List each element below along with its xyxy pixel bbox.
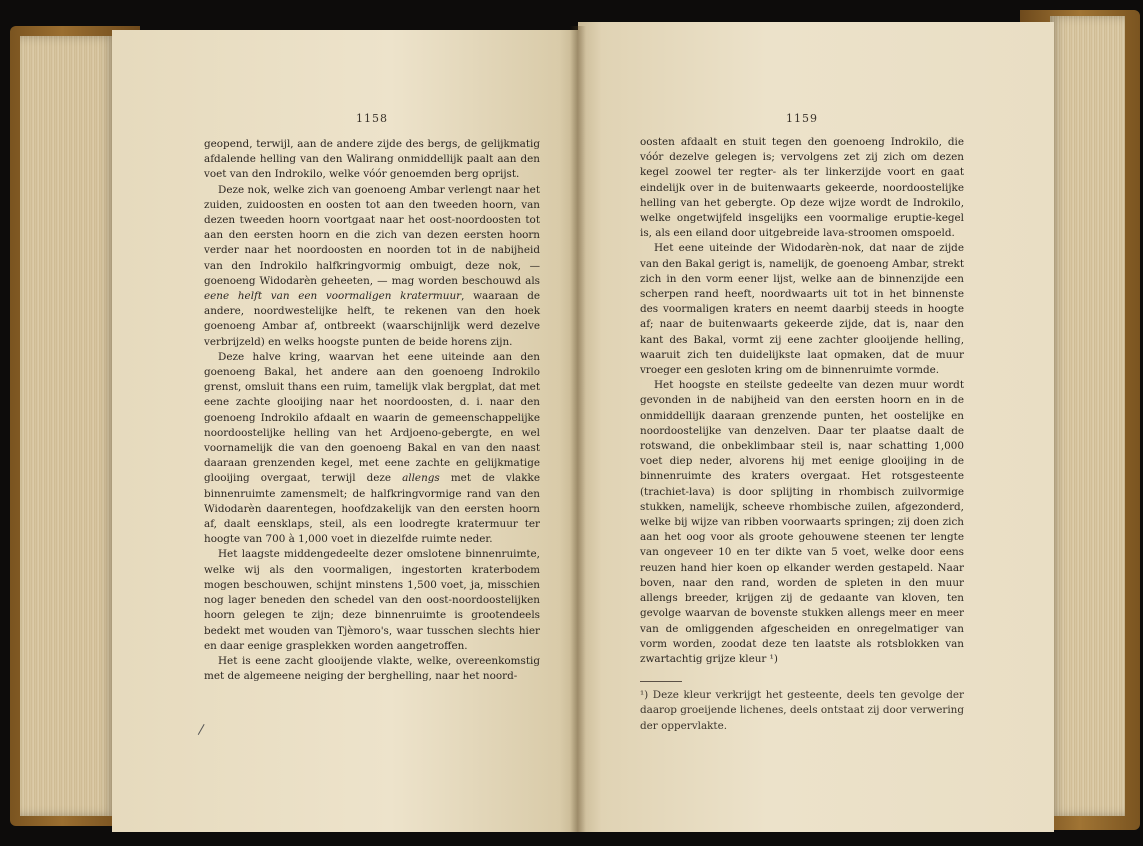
paragraph: Deze nok, welke zich van goenoeng Ambar verlengt naar het zuiden, zuidoosten en oosten tot aan den tweeden hoorn, van dezen tweeden hoorn voortgaat naar het oost-noordoosten tot aan den eersten hoorn en die zich van dezen eersten hoorn verder naar het noordoosten en noorden tot in de nabijheid van den Indrokilo halfkringvormig ombuigt, deze nok, — goenoeng Widodarèn geheeten, — mag worden beschouwd als eene helft van een voormaligen kratermuur, waaraan de andere, noordwestelijke helft, te rekenen van den hoek goenoeng Ambar af, ontbreekt (waarschijnlijk werd dezelve verbrijzeld) en welks hoogste punten de beide horens zijn. bbox=[204, 183, 541, 348]
paragraph: Het hoogste en steilste gedeelte van dezen muur wordt gevonden in de nabijheid van den eersten hoorn en in de onmiddellijk daaraan grenzende punten, het oostelijke en noordoostelijke van denzelven. Daar ter plaatse daalt de rotswand, die onbeklimbaar steil is, naar schatting 1,000 voet diep neder, alvorens hij met eenige glooijing in de binnenruimte des kraters overgaat. Het rotsgesteente (trachiet-lava) is door splijting in rhombisch zuilvormige stukken, namelijk, scheeve rhombische zuilen, afgezonderd, welke bij wijze van ribben voorwaarts springen; zij doen zich aan het oog voor als groote gehouwene steenen ter lengte van ongeveer 10 en ter dikte van 5 voet, welke door eens reuzen hand hier koen op elkander werden gestapeld. Naar boven, naar den rand, worden de spleten in den muur allengs breeder, krijgen zij de gedaante van kloven, ten gevolge waarvan de bovenste stukken allengs meer en meer van de omliggenden afgescheiden en onregelmatiger van vorm worden, zoodat deze ten laatste als rotsblokken van zwartachtig grijze kleur ¹) bbox=[640, 379, 964, 665]
right-page bbox=[578, 22, 1054, 832]
left-page bbox=[112, 30, 578, 832]
page-edges-left bbox=[20, 36, 115, 816]
paragraph: Het laagste middengedeelte dezer omslotene binnenruimte, welke wij als den voormaligen, ingestorten kraterbodem mogen beschouwen, schijnt minstens 1,500 voet, ja, misschien nog lager beneden den schedel van den oost-noordoostelijken hoorn gelegen te zijn; deze binnenruimte is grootendeels bedekt met wouden van Tjèmoro's, waar tusschen slechts hier en daar eenige grasplekken worden aangetroffen. bbox=[204, 548, 540, 652]
page-body bbox=[640, 135, 964, 734]
emphasis: eene helft van een voormaligen kratermuur bbox=[204, 290, 462, 303]
page-edges-right bbox=[1050, 16, 1125, 816]
paragraph: oosten afdaalt en stuit tegen den goenoeng Indrokilo, die vóór dezelve gelegen is; vervolgens zet zij zich om dezen kegel zoowel ter regter- als ter linkerzijde voort en gaat eindelijk over in de buitenwaarts gekeerde, noordoostelijke helling van het gebergte. Op deze wijze wordt de Indrokilo, welke ongetwijfeld insgelijks een voormalige eruptie-kegel is, als een eiland door uitgebreide lava-stroomen omspoeld. bbox=[640, 136, 964, 240]
paragraph: Deze halve kring, waarvan het eene uiteinde aan den goenoeng Bakal, het andere aan den goenoeng Indrokilo grenst, omsluit thans een ruim, tamelijk vlak bergplat, dat met eene zachte glooijing naar het noordoosten, d. i. naar den goenoeng Indrokilo afdaalt en waarin de gemeenschappelijke noordoostelijke helling van het Ardjoeno-gebergte, en wel voornamelijk die van den goenoeng Bakal en van den naast daaraan grenzenden kegel, met eene zachte en gelijkmatige glooijing overgaat, terwijl deze allengs met de vlakke binnenruimte zamensmelt; de halfkringvormige rand van den Widodarèn daarentegen, hoofdzakelijk van den eersten hoorn af, daalt eensklaps, steil, als een loodregte kratermuur ter hoogte van 700 à 1,000 voet in diezelfde ruimte neder. bbox=[204, 350, 540, 546]
paragraph: geopend, terwijl, aan de andere zijde des bergs, de gelijkmatig afdalende helling van den Walirang onmiddellijk paalt aan den voet van den Indrokilo, welke vóór genoemden berg oprijst. bbox=[204, 138, 540, 181]
emphasis: allengs bbox=[402, 472, 440, 485]
paragraph: Het eene uiteinde der Widodarèn-nok, dat naar de zijde van den Bakal gerigt is, namelijk, de goenoeng Ambar, strekt zich in den vorm eener lijst, welke aan de binnenzijde een scherpen rand heeft, noordwaarts uit tot in het binnenste des voormaligen kraters en neemt daarbij steeds in hoogte af; naar de buitenwaarts gekeerde zijde, dat is, naar den kant des Bakal, vormt zij eene zachter glooijende helling, waaruit zich ten duidelijkste laat opmaken, dat de muur vroeger een gesloten kring om de binnenruimte vormde. bbox=[640, 242, 964, 377]
paragraph: Het is eene zacht glooijende vlakte, welke, overeenkomstig met de algemeene neiging der berghelling, naar het noord- bbox=[204, 654, 540, 683]
page-number: 1158 bbox=[356, 112, 388, 125]
book-gutter bbox=[570, 26, 586, 832]
page-number: 1159 bbox=[786, 112, 818, 125]
footnote: ¹) Deze kleur verkrijgt het gesteente, deels ten gevolge der daarop groeijende lichenes, deels ontstaat zij door verwering der oppervlakte. bbox=[640, 689, 964, 732]
page-body bbox=[204, 137, 540, 684]
footnote-divider bbox=[640, 681, 682, 682]
